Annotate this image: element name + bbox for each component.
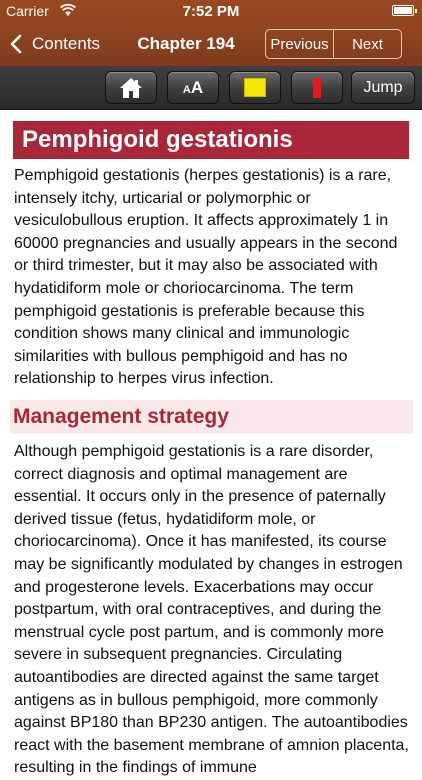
back-button-label: Contents <box>32 34 101 53</box>
status-bar <box>0 0 422 22</box>
carrier-label: Carrier <box>6 3 49 19</box>
navigation-bar <box>0 22 422 66</box>
battery-icon <box>392 5 414 16</box>
home-button[interactable] <box>105 71 157 104</box>
bookmark-icon <box>313 78 321 98</box>
intro-paragraph: Pemphigoid gestationis (herpes gestationis) is a rare, intensely itchy, urticarial or polymorphic or vesiculobullous eruption. It affects approximately 1 in 60000 pregnancies and usually appears in the second or third trimester, but it may also be associated with hydatidiform mole or choriocarcinoma. The term pemphigoid gestationis is preferable because this condition shows many clinical and immunologic similarities with bullous pemphigoid and has no relationship to herpes virus infection. <box>14 167 398 388</box>
next-button[interactable]: Next <box>333 30 401 58</box>
status-time: 7:52 PM <box>182 3 240 20</box>
top-bar <box>0 0 422 66</box>
jump-button[interactable]: Jump <box>351 71 415 104</box>
section-paragraph: Although pemphigoid gestationis is a rare disorder, correct diagnosis and optimal management are essential. It occurs only in the presence of paternally derived tissue (fetus, hydatidiform mole, or choriocarcinoma). Once it has manifested, its course may be significantly modulated by changes in estrogen and progesterone levels. Exacerbations may occur postpartum, with oral contraceptives, and during the menstrual cycle post partum, and is commonly more severe in subsequent pregnancies. Circulating autoantibodies are directed against the same target antigens as in bullous pemphigoid, more commonly against BP180 than BP230 antigen. The autoantibodies react with the basement membrane of amnion placenta, resulting in the findings of immune <box>14 443 409 777</box>
section-heading: Management strategy <box>10 400 413 434</box>
highlight-button[interactable] <box>229 71 281 104</box>
home-icon <box>119 77 143 99</box>
previous-button[interactable]: Previous <box>270 35 329 53</box>
back-button[interactable] <box>8 30 100 58</box>
font-size-button[interactable] <box>167 71 219 104</box>
page-title: Chapter 194 <box>137 34 235 53</box>
reader-toolbar <box>0 66 422 110</box>
chevron-left-icon <box>8 34 26 54</box>
bookmark-button[interactable] <box>291 71 343 104</box>
chapter-navigation-control <box>265 29 402 59</box>
highlight-icon <box>244 78 266 97</box>
font-size-icon: AA <box>182 77 204 97</box>
article-heading: Pemphigoid gestationis <box>13 121 409 159</box>
article-content[interactable] <box>0 110 422 777</box>
